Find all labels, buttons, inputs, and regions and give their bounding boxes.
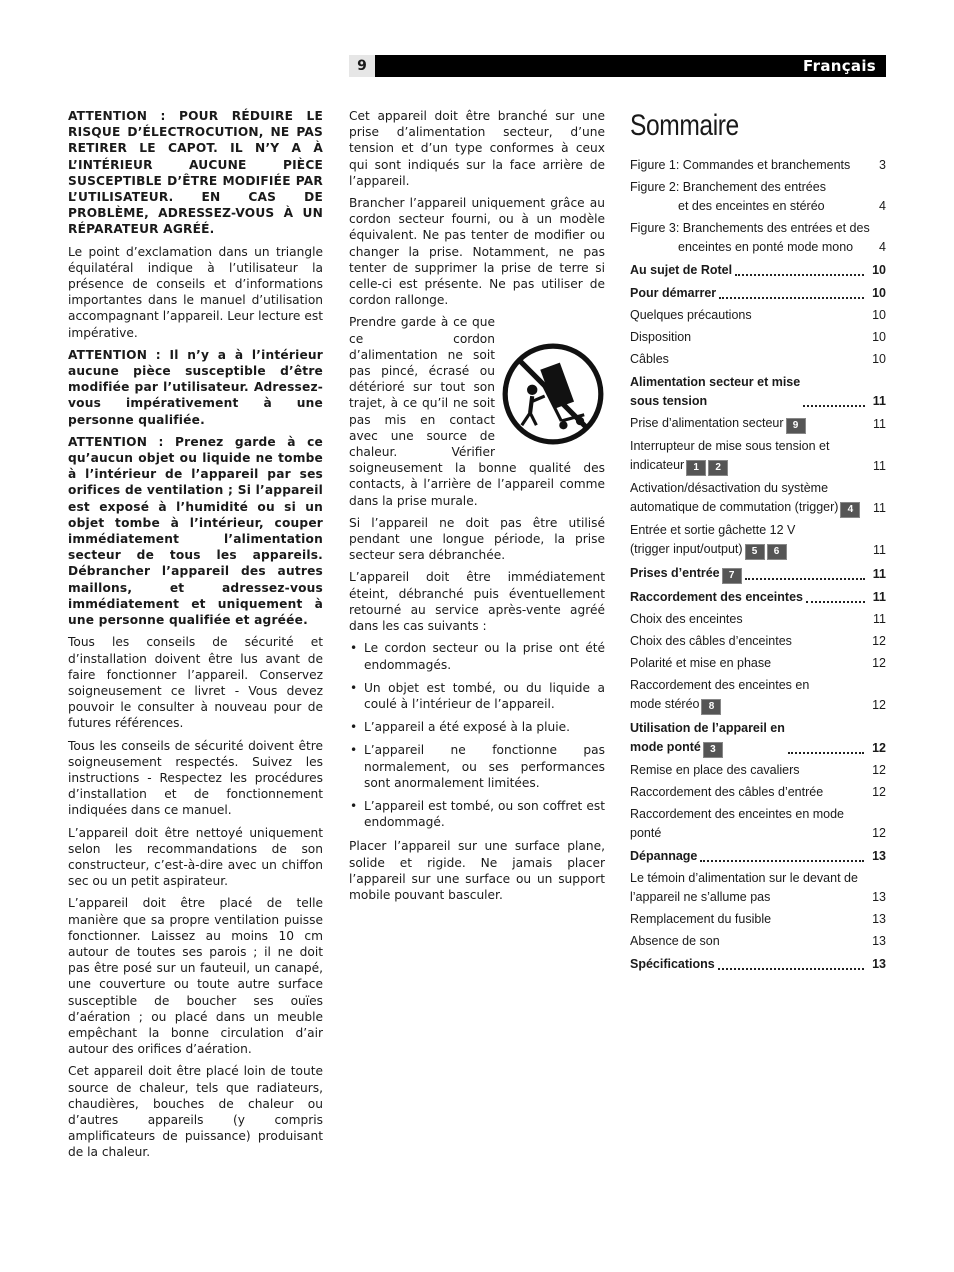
toc-page-number: 13 <box>872 849 886 863</box>
left-column <box>68 108 323 1167</box>
toc-entry[interactable] <box>630 632 886 651</box>
toc-page-number: 11 <box>873 612 886 626</box>
toc-entry-text <box>630 955 715 974</box>
callout-number-badge: 1 <box>686 460 706 476</box>
toc-page-number: 12 <box>872 741 886 755</box>
toc-entry[interactable] <box>630 761 886 780</box>
toc-entry-label: Polarité et mise en phase <box>630 656 772 670</box>
toc-entry-label-cont: indicateur 1 2 <box>630 456 829 476</box>
toc-entry-text <box>630 261 732 280</box>
toc-page-number: 13 <box>872 934 886 948</box>
toc-entry-label: Choix des câbles d’enceintes <box>630 634 792 648</box>
language-label: Français <box>803 57 876 75</box>
toc-page-number: 12 <box>872 763 886 777</box>
toc-entry-text <box>630 847 697 866</box>
toc-entry-label: Utilisation de l’appareil en <box>630 721 785 735</box>
toc-entry[interactable] <box>630 261 886 280</box>
toc-page-number: 13 <box>872 957 886 971</box>
toc-page-number: 11 <box>872 590 886 604</box>
toc-page-number: 10 <box>872 352 886 366</box>
toc-page-number: 11 <box>873 417 886 431</box>
toc-page-number: 10 <box>872 308 886 322</box>
toc-entry-label: Alimentation secteur et mise <box>630 375 801 389</box>
table-of-contents <box>630 108 886 977</box>
toc-entry[interactable] <box>630 805 886 843</box>
toc-entry-text <box>630 719 785 758</box>
list-item: • L’appareil ne fonctionne pas normalement, ou ses performances sont anormalement limitées. <box>350 743 605 790</box>
toc-entry-label-cont: sous tension <box>630 394 708 408</box>
paragraph-ventilation: L’appareil doit être placé de telle manière que sa propre ventilation puisse fonctionner. Laissez au moins 10 cm autour de toutes ses parois ; il ne doit pas être posé sur un fauteuil, un canapé, une couverture ou toute autre surface susceptible de boucher ses ouïes d’aération ; ou placé dans un meuble empêchant la bonne circulation d’air autour des orifices d’aération. <box>68 896 323 1057</box>
toc-entry-text <box>630 437 829 476</box>
toc-page-number: 12 <box>872 826 886 840</box>
paragraph-service: L’appareil doit être immédiatement éteint, débranché puis éventuellement retourné au service après-vente agréé dans les cas suivants : <box>349 570 605 634</box>
toc-page-number: 10 <box>872 286 886 300</box>
toc-entry-label: Interrupteur de mise sous tension et <box>630 439 830 453</box>
paragraph-cord-protection: Prendre garde à ce que ce cordon d’alimentation ne soit pas pincé, écrasé ou détérioré sur tout son trajet, à ce qu’il ne soit pas mis en contact avec une source de chaleur. Vérifier soigneusement la bonne qualité des contacts, à l’arrière de l’appareil comme dans la prise murale. <box>349 315 605 508</box>
toc-entry-label: Remise en place des cavaliers <box>630 763 800 777</box>
callout-number-badge: 8 <box>701 699 721 715</box>
toc-entry-text <box>630 676 809 715</box>
toc-entry-label: Disposition <box>630 330 692 344</box>
toc-entry[interactable] <box>630 521 886 560</box>
toc-entry[interactable] <box>630 328 886 347</box>
callout-number-badge: 4 <box>840 502 860 518</box>
toc-entry-label: Dépannage <box>630 849 698 863</box>
toc-entry[interactable] <box>630 783 886 802</box>
toc-entry[interactable] <box>630 414 886 434</box>
toc-entry-label: Entrée et sortie gâchette 12 V <box>630 523 796 537</box>
toc-page-number: 12 <box>872 698 886 712</box>
paragraph-exclamation: Le point d’exclamation dans un triangle équilatéral indique à l’utilisateur la présence de conseils et d’informations importantes dans le manuel d’utilisation accompagnant l’appareil. Leur lecture est impérative. <box>68 244 323 340</box>
toc-entry[interactable] <box>630 156 886 175</box>
callout-number-badge: 6 <box>767 544 787 560</box>
toc-entry-text <box>630 284 716 303</box>
toc-entry-text <box>630 306 752 325</box>
toc-entry-label: Raccordement des câbles d’entrée <box>630 785 824 799</box>
callout-number-badge: 9 <box>786 418 806 434</box>
toc-page-number: 11 <box>872 394 886 408</box>
paragraph-placement: Placer l’appareil sur une surface plane, solide et rigide. Ne jamais placer l’appareil sur une surface ou un support mobile pouvant basculer. <box>349 839 605 902</box>
toc-entry-text <box>630 610 743 629</box>
toc-entry-label: Figure 3: Branchements des entrées et des <box>630 221 870 235</box>
toc-entry-text <box>630 932 720 951</box>
paragraph-follow-instructions: Tous les conseils de sécurité doivent être soigneusement respectés. Suivez les instructions - Respectez les procédures d’installation et de fonctionnement indiquées dans ce manuel. <box>68 738 323 818</box>
toc-entry-text <box>630 521 795 560</box>
toc-entry-text <box>630 632 792 651</box>
paragraph-power-outlet: Cet appareil doit être branché sur une prise d’alimentation secteur, d’une tension et d’un type conformes à ceux qui sont indiqués sur la face arrière de l’appareil. <box>349 109 605 188</box>
toc-entry[interactable] <box>630 869 886 907</box>
toc-entry[interactable] <box>630 350 886 369</box>
toc-list <box>630 156 886 974</box>
toc-page-number: 12 <box>872 785 886 799</box>
list-item: • Le cordon secteur ou la prise ont été endommagés. <box>350 641 605 672</box>
toc-entry-text <box>630 156 850 175</box>
callout-number-badge: 2 <box>708 460 728 476</box>
toc-leader <box>735 274 864 276</box>
toc-entry-label-cont: automatique de commutation (trigger) 4 <box>630 498 860 518</box>
toc-entry-label: Activation/désactivation du système <box>630 481 829 495</box>
toc-entry-label: Raccordement des enceintes <box>630 590 803 604</box>
toc-entry[interactable] <box>630 610 886 629</box>
toc-entry[interactable] <box>630 284 886 303</box>
toc-entry-label: Au sujet de Rotel <box>630 263 733 277</box>
toc-entry-text <box>630 564 742 584</box>
middle-column <box>349 108 605 909</box>
toc-entry-label: Câbles <box>630 352 669 366</box>
toc-page-number: 10 <box>872 330 886 344</box>
paragraph-unplug: Si l’appareil ne doit pas être utilisé pendant une longue période, la prise secteur sera débranchée. <box>349 515 605 563</box>
toc-entry[interactable] <box>630 955 886 974</box>
toc-entry[interactable] <box>630 588 886 607</box>
toc-entry-text <box>630 219 870 257</box>
toc-page-number: 11 <box>873 459 886 473</box>
toc-leader <box>719 297 864 299</box>
toc-entry-label: Spécifications <box>630 957 715 971</box>
toc-entry-label: Pour démarrer <box>630 286 717 300</box>
toc-entry-label-cont: l’appareil ne s’allume pas <box>630 890 771 904</box>
toc-entry-text <box>630 479 860 518</box>
toc-leader <box>700 860 864 862</box>
toc-page-number: 3 <box>879 158 886 172</box>
toc-entry-label-cont: mode ponté 3 <box>630 738 785 758</box>
toc-entry[interactable] <box>630 479 886 518</box>
paragraph-power-cord: Brancher l’appareil uniquement grâce au cordon secteur fourni, ou à un modèle équivalent. Ne pas tenter de modifier ou changer la prise. Notamment, ne pas tenter de supprimer la prise de terre si celle-ci est présente. Ne pas utiliser de cordon rallonge. <box>349 196 605 308</box>
toc-leader <box>718 968 864 970</box>
toc-leader <box>788 752 864 754</box>
toc-entry[interactable] <box>630 564 886 584</box>
toc-entry-text <box>630 414 806 434</box>
toc-entry[interactable] <box>630 437 886 476</box>
toc-entry[interactable] <box>630 932 886 951</box>
toc-entry-text <box>630 328 691 347</box>
no-cart-tipover-icon <box>501 342 605 446</box>
toc-entry-text <box>630 178 826 216</box>
toc-entry[interactable] <box>630 373 886 411</box>
toc-entry-label-cont: et des enceintes en stéréo <box>678 199 825 213</box>
toc-entry[interactable] <box>630 654 886 673</box>
toc-entry-label: Figure 2: Branchement des entrées <box>630 180 826 194</box>
callout-number-badge: 7 <box>722 568 742 584</box>
toc-leader <box>745 578 865 580</box>
toc-entry[interactable] <box>630 847 886 866</box>
toc-entry-text <box>630 588 803 607</box>
toc-entry[interactable] <box>630 676 886 715</box>
toc-entry-label: Choix des enceintes <box>630 612 743 626</box>
callout-number-badge: 3 <box>703 742 723 758</box>
toc-entry-text <box>630 373 800 411</box>
toc-leader <box>803 405 865 407</box>
paragraph-read-instructions: Tous les conseils de sécurité et d’installation doivent être lus avant de faire fonctionner l’appareil. Conservez soigneusement ce livret - Vous devez pouvoir le consulter à nouveau pour de futures références. <box>68 635 323 731</box>
toc-entry[interactable] <box>630 719 886 758</box>
toc-entry-label: Raccordement des enceintes en mode ponté <box>630 807 845 840</box>
toc-entry-label: Le témoin d’alimentation sur le devant de <box>630 871 858 885</box>
toc-entry[interactable] <box>630 306 886 325</box>
toc-entry[interactable] <box>630 219 886 257</box>
toc-entry-label: Figure 1: Commandes et branchements <box>630 158 851 172</box>
toc-entry-text <box>630 869 858 907</box>
toc-entry-text <box>630 761 800 780</box>
toc-entry-label-cont: mode stéréo 8 <box>630 695 809 715</box>
list-item: • L’appareil a été exposé à la pluie. <box>350 720 571 735</box>
toc-entry-text <box>630 654 771 673</box>
toc-page-number: 11 <box>873 543 886 557</box>
toc-entry[interactable] <box>630 178 886 216</box>
warning-electrocution: ATTENTION : POUR RÉDUIRE LE RISQUE D’ÉLECTROCUTION, NE PAS RETIRER LE CAPOT. IL N’Y A À L’INTÉRIEUR AUCUNE PIÈCE SUSCEPTIBLE D’ÊTRE MODIFIÉE PAR L’UTILISATEUR. EN CAS DE PROBLÈME, ADRESSEZ-VOUS À UN RÉPARATEUR AGRÉÉ. <box>68 109 323 237</box>
toc-page-number: 4 <box>879 199 886 213</box>
toc-leader <box>806 601 865 603</box>
toc-entry-label: Raccordement des enceintes en <box>630 678 810 692</box>
toc-entry-text <box>630 910 771 929</box>
warning-liquids: ATTENTION : Prenez garde à ce qu’aucun objet ou liquide ne tombe à l’intérieur de l’appareil par ses orifices de ventilation ; Si l’appareil est exposé à l’humidité ou si un objet tombe à l’intérieur, couper immédiatement l’alimentation secteur de tous les appareils. Débrancher l’appareil des autres maillons, et adressez-vous immédiatement et uniquement à une personne qualifiée et agréée. <box>68 434 323 628</box>
toc-entry-label: Absence de son <box>630 934 720 948</box>
list-item: • L’appareil est tombé, ou son coffret est endommagé. <box>350 798 605 830</box>
toc-title: Sommaire <box>630 109 739 142</box>
toc-entry-label: Prises d’entrée <box>630 566 720 580</box>
toc-page-number: 13 <box>872 912 886 926</box>
toc-page-number: 11 <box>873 501 886 515</box>
toc-page-number: 13 <box>872 890 886 904</box>
toc-entry-label: Remplacement du fusible <box>630 912 772 926</box>
toc-entry-text <box>630 350 669 369</box>
toc-page-number: 12 <box>872 656 886 670</box>
toc-entry[interactable] <box>630 910 886 929</box>
warning-no-user-parts: ATTENTION : Il n’y a à l’intérieur aucune pièce susceptible d’être modifiée par l’utilisateur. Adressez-vous impérativement à une personne qualifiée. <box>68 347 323 427</box>
toc-page-number: 11 <box>872 567 886 581</box>
toc-entry-text <box>630 783 823 802</box>
header-bar <box>375 55 886 77</box>
service-conditions-list <box>349 640 605 830</box>
callout-number-badge: 5 <box>745 544 765 560</box>
toc-entry-text <box>630 805 866 843</box>
toc-entry-label-cont: (trigger input/output) 5 6 <box>630 540 795 560</box>
toc-entry-label-cont: enceintes en ponté mode mono <box>678 240 854 254</box>
toc-entry-label: Prise d’alimentation secteur <box>630 416 784 430</box>
toc-page-number: 10 <box>872 263 886 277</box>
toc-entry-label: Quelques précautions <box>630 308 752 322</box>
page-number: 9 <box>349 55 375 77</box>
toc-page-number: 12 <box>872 634 886 648</box>
list-item: • Un objet est tombé, ou du liquide a coulé à l’intérieur de l’appareil. <box>350 680 605 711</box>
paragraph-cleaning: L’appareil doit être nettoyé uniquement selon les recommandations de son constructeur, c’est-à-dire avec un chiffon sec ou un petit aspirateur. <box>68 825 323 889</box>
toc-page-number: 4 <box>879 240 886 254</box>
paragraph-heat: Cet appareil doit être placé loin de toute source de chaleur, tels que radiateurs, chaudières, bouches de chaleur ou d’autres appareils (y compris amplificateurs de puissance) produisant de la chaleur. <box>68 1064 323 1160</box>
